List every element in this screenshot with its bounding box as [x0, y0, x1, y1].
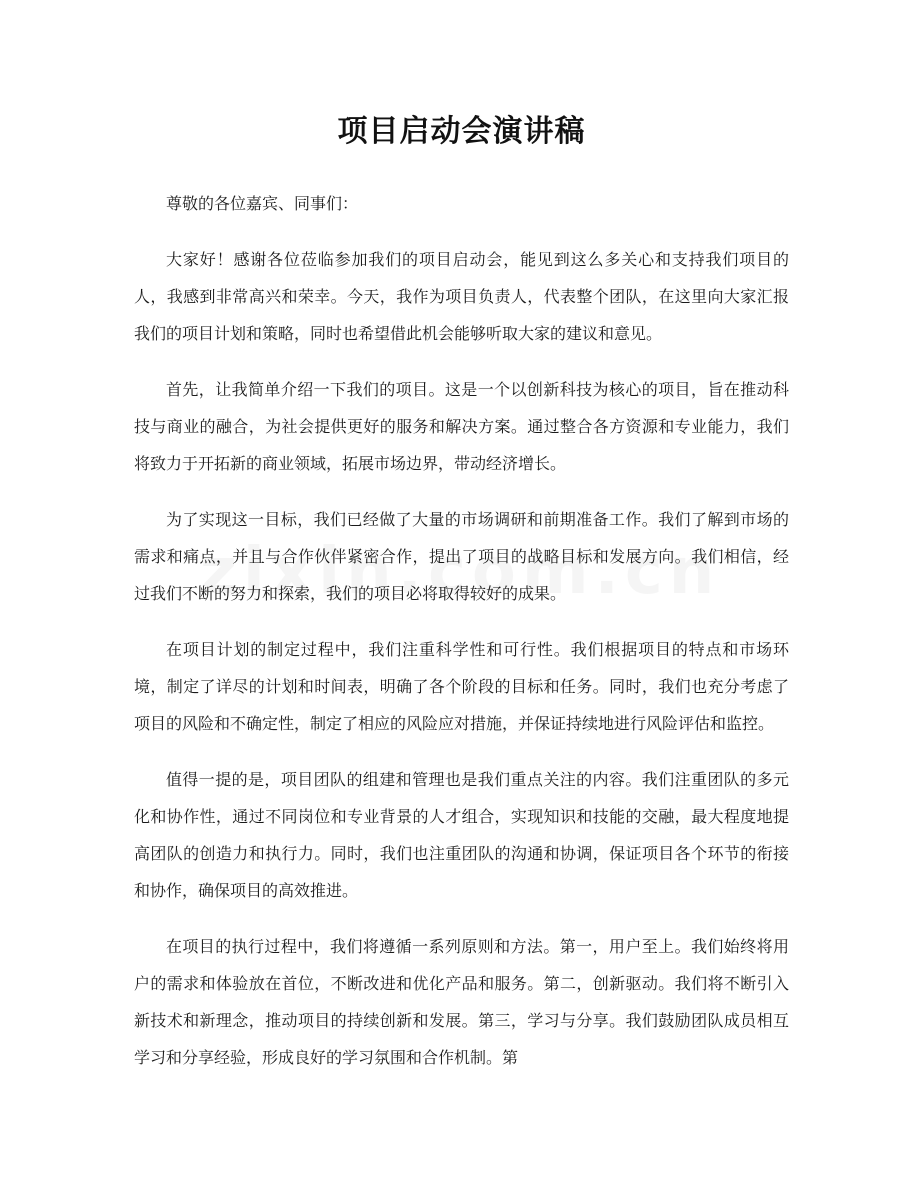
paragraph-1: 大家好！感谢各位莅临参加我们的项目启动会，能见到这么多关心和支持我们项目的人，我感到非常高兴和荣幸。今天，我作为项目负责人，代表整个团队，在这里向大家汇报我们的项目计划和策略，同时也希望借此机会能够听取大家的建议和意见。: [134, 250, 789, 343]
paragraph-5: 值得一提的是，项目团队的组建和管理也是我们重点关注的内容。我们注重团队的多元化和协作性，通过不同岗位和专业背景的人才组合，实现知识和技能的交融，最大程度地提高团队的创造力和执行力。同时，我们也注重团队的沟通和协调，保证项目各个环节的衔接和协作，确保项目的高效推进。: [134, 770, 789, 900]
salutation: 尊敬的各位嘉宾、同事们：: [166, 194, 359, 213]
paragraph-6: 在项目的执行过程中，我们将遵循一系列原则和方法。第一，用户至上。我们始终将用户的需求和体验放在首位，不断改进和优化产品和服务。第二，创新驱动。我们将不断引入新技术和新理念，推动项目的持续创新和发展。第三，学习与分享。我们鼓励团队成员相互学习和分享经验，形成良好的学习氛围和合作机制。第: [134, 937, 789, 1067]
paragraph-4: 在项目计划的制定过程中，我们注重科学性和可行性。我们根据项目的特点和市场环境，制定了详尽的计划和时间表，明确了各个阶段的目标和任务。同时，我们也充分考虑了项目的风险和不确定性，制定了相应的风险应对措施，并保证持续地进行风险评估和监控。: [134, 640, 789, 733]
page-title: 项目启动会演讲稿: [337, 114, 586, 149]
paragraph-2: 首先，让我简单介绍一下我们的项目。这是一个以创新科技为核心的项目，旨在推动科技与商业的融合，为社会提供更好的服务和解决方案。通过整合各方资源和专业能力，我们将致力于开拓新的商业领域，拓展市场边界，带动经济增长。: [134, 380, 789, 473]
paragraph-3: 为了实现这一目标，我们已经做了大量的市场调研和前期准备工作。我们了解到市场的需求和痛点，并且与合作伙伴紧密合作，提出了项目的战略目标和发展方向。我们相信，经过我们不断的努力和探索，我们的项目必将取得较好的成果。: [134, 510, 789, 603]
